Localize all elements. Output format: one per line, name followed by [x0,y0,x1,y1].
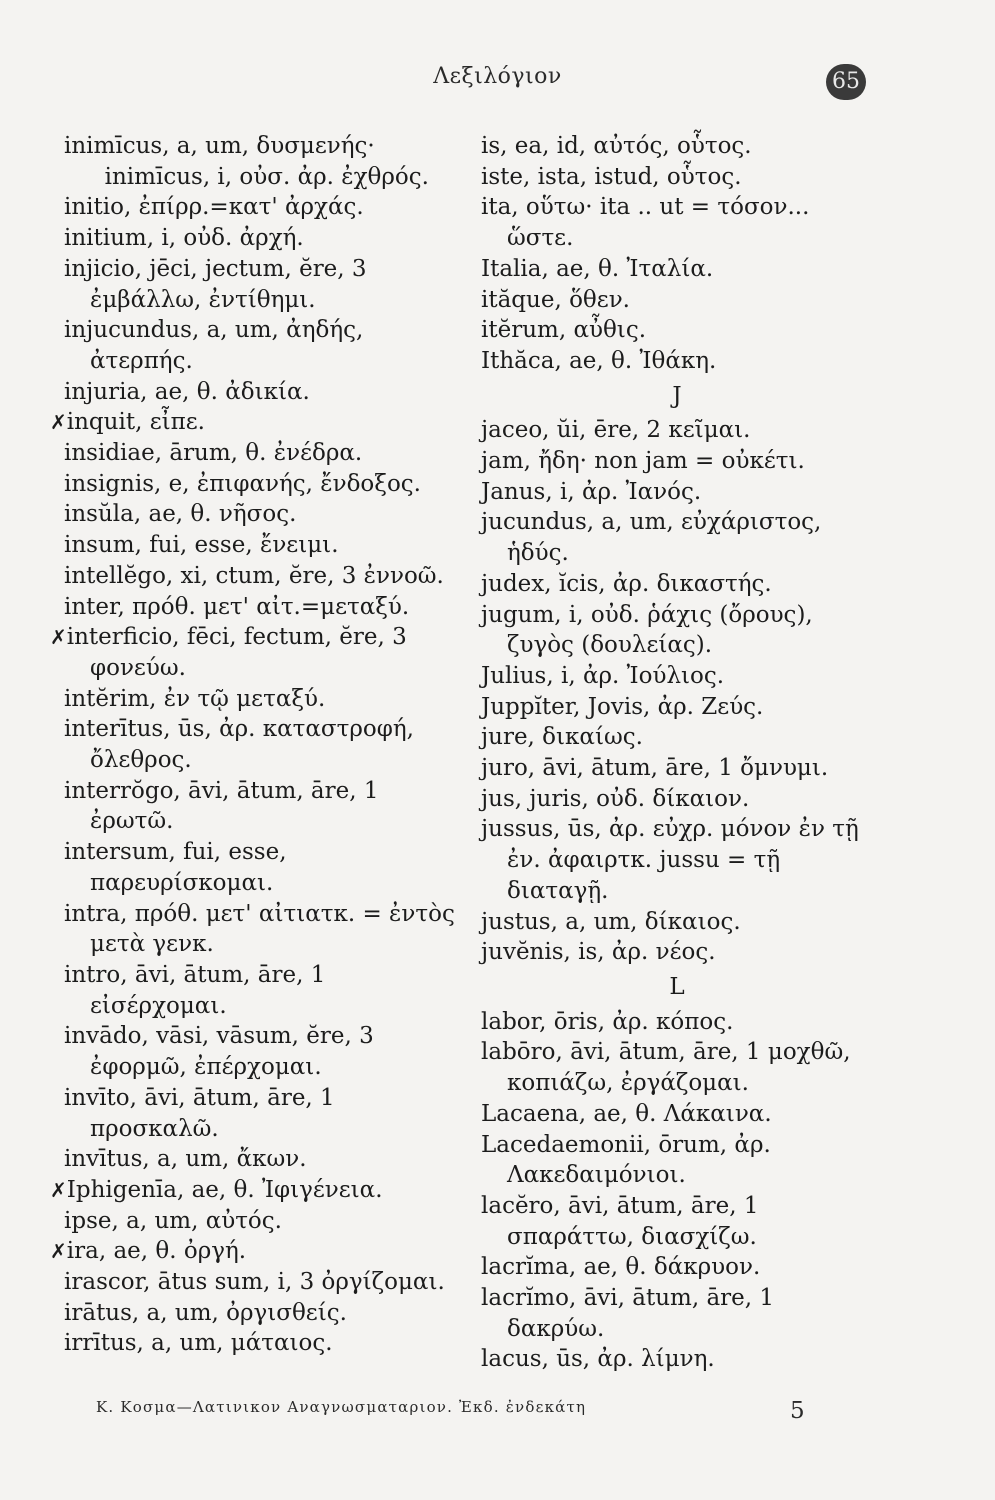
dictionary-entry: inter, πρόθ. μετ' αἰτ.=μεταξύ. [64,593,410,620]
dictionary-entry [50,407,460,438]
dictionary-entry: lacrĭma, ae, θ. δάκρυον. [481,1254,761,1281]
dictionary-entry: jussus, ūs, ἀρ. εὐχρ. μόνον ἐν τῇ ἐν. ἀφαιρτκ. jussu = τῇ διαταγῇ. [481,816,867,904]
margin-mark-icon: ✗ [50,1239,67,1264]
dictionary-entry: initium, i, οὐδ. ἀρχή. [64,225,304,252]
entry-text: interficio, fēci, fectum, ĕre, 3 φονεύω. [66,624,415,681]
entry-text: inimīcus, i, οὐσ. ἀρ. ἐχθρός. [90,163,429,190]
dictionary-entry: irascor, ātus sum, i, 3 ὀργίζομαι. [64,1269,445,1296]
footer-imprint: Κ. Κοσμα—Λατινικον Αναγνωσματαριον. Ἐκδ. ἐνδεκάτη [96,1398,587,1416]
dictionary-entry: insum, fui, esse, ἔνειμι. [64,532,339,559]
dictionary-entry: Janus, i, ἀρ. Ἰανός. [481,478,702,505]
dictionary-entry: ităque, ὅθεν. [481,286,630,313]
entry-text: Iphigenīa, ae, θ. Ἰφιγένεια. [66,1176,383,1203]
section-heading-j: J [672,382,682,409]
margin-mark-icon: ✗ [50,1177,67,1202]
signature-mark: 5 [790,1398,805,1424]
running-header: Λεξιλόγιον [433,64,562,89]
dictionary-entry: Lacedaemonii, ōrum, ἀρ. Λακεδαιμόνιοι. [481,1131,779,1189]
dictionary-entry: jugum, i, οὐδ. ῥάχις (ὄρους), ζυγὸς (δουλείας). [481,601,821,659]
dictionary-entry: injicio, jēci, jectum, ĕre, 3 ἐμβάλλω, ἐντίθημι. [64,255,374,313]
dictionary-entry: ita, οὕτω· ita .. ut = τόσον... ὥστε. [481,194,817,252]
dictionary-entry: intellĕgo, xi, ctum, ĕre, 3 ἐννοῶ. [64,562,444,589]
dictionary-entry: jure, δικαίως. [481,724,643,751]
dictionary-entry: jaceo, ŭi, ēre, 2 κεῖμαι. [481,417,751,444]
dictionary-entry: invīto, āvi, ātum, āre, 1 προσκαλῶ. [64,1084,343,1142]
dictionary-entry: intersum, fui, esse, παρευρίσκομαι. [64,839,294,896]
dictionary-entry: jucundus, a, um, εὐχάριστος, ἡδύς. [481,509,829,567]
left-column [50,131,463,1359]
dictionary-entry: ipse, a, um, αὐτός. [64,1207,282,1234]
dictionary-entry: interītus, ūs, ἀρ. καταστροφή, ὄλεθρος. [64,716,422,774]
dictionary-entry: is, ea, id, αὐτός, οὗτος. [481,133,752,159]
dictionary-entry: juro, āvi, ātum, āre, 1 ὄμνυμι. [481,755,829,782]
dictionary-entry [50,622,460,683]
dictionary-entry: iste, ista, istud, οὗτος. [481,163,742,190]
dictionary-entry: labor, ōris, ἀρ. κόπος. [481,1008,734,1035]
dictionary-entry: jam, ἤδη· non jam = οὐκέτι. [481,448,805,475]
dictionary-entry: irrītus, a, um, μάταιος. [64,1330,333,1357]
dictionary-entry: insidiae, ārum, θ. ἐνέδρα. [64,440,363,467]
dictionary-entry: Juppĭter, Jovis, ἀρ. Ζεύς. [481,693,764,720]
dictionary-entry: injucundus, a, um, ἀηδής, ἀτερπής. [64,317,371,374]
dictionary-entry [50,1175,460,1206]
dictionary-entry: Julius, i, ἀρ. Ἰούλιος. [481,662,725,689]
dictionary-entry: insŭla, ae, θ. νῆσος. [64,501,297,528]
dictionary-entry: interrŏgo, āvi, ātum, āre, 1 ἐρωτῶ. [64,777,386,835]
section-heading-l: L [669,973,685,1000]
dictionary-entry: jus, juris, οὐδ. δίκαιον. [481,785,750,812]
dictionary-entry [64,162,460,193]
dictionary-entry: invādo, vāsi, vāsum, ĕre, 3 ἐφορμῶ, ἐπέρχομαι. [64,1023,382,1081]
entry-text: inquit, εἶπε. [66,409,205,436]
dictionary-entry: labōro, āvi, ātum, āre, 1 μοχθῶ, κοπιάζω, ἐργάζομαι. [481,1039,858,1097]
dictionary-entry: injuria, ae, θ. ἀδικία. [64,378,310,405]
entry-text: ira, ae, θ. ὀργή. [66,1238,247,1265]
dictionary-entry: inimīcus, a, um, δυσμενής· [64,133,375,159]
dictionary-entry: insignis, e, ἐπιφανής, ἔνδοξος. [64,470,421,497]
dictionary-entry: justus, a, um, δίκαιος. [481,908,741,935]
margin-mark-icon: ✗ [50,625,67,650]
dictionary-entry: lacus, ūs, ἀρ. λίμνη. [481,1346,715,1373]
dictionary-entry: juvĕnis, is, ἀρ. νέος. [481,939,716,966]
margin-mark-icon: ✗ [50,410,67,435]
dictionary-entry: Ithăca, ae, θ. Ἰθάκη. [481,347,717,374]
dictionary-entry: initio, ἐπίρρ.=κατ' ἀρχάς. [64,194,364,221]
right-column [481,131,873,1375]
dictionary-entry: intro, āvi, ātum, āre, 1 εἰσέρχομαι. [64,961,333,1019]
dictionary-entry [50,1236,460,1267]
dictionary-entry: Lacaena, ae, θ. Λάκαινα. [481,1100,772,1127]
dictionary-entry: lacrĭmo, āvi, ātum, āre, 1 δακρύω. [481,1285,782,1342]
page-number: 65 [826,64,866,100]
dictionary-entry: Italia, ae, θ. Ἰταλία. [481,255,714,282]
dictionary-entry: judex, ĭcis, ἀρ. δικαστής. [481,570,772,597]
dictionary-entry: lacĕro, āvi, ātum, āre, 1 σπαράττω, διασχίζω. [481,1192,766,1250]
dictionary-entry: itĕrum, αὖθις. [481,317,647,344]
dictionary-entry: intra, πρόθ. μετ' αἰτιατκ. = ἐντὸς μετὰ γενκ. [64,900,463,958]
dictionary-entry: irātus, a, um, ὀργισθείς. [64,1299,347,1326]
dictionary-entry: intĕrim, ἐν τῷ μεταξύ. [64,685,326,712]
dictionary-entry: invītus, a, um, ἄκων. [64,1146,307,1173]
